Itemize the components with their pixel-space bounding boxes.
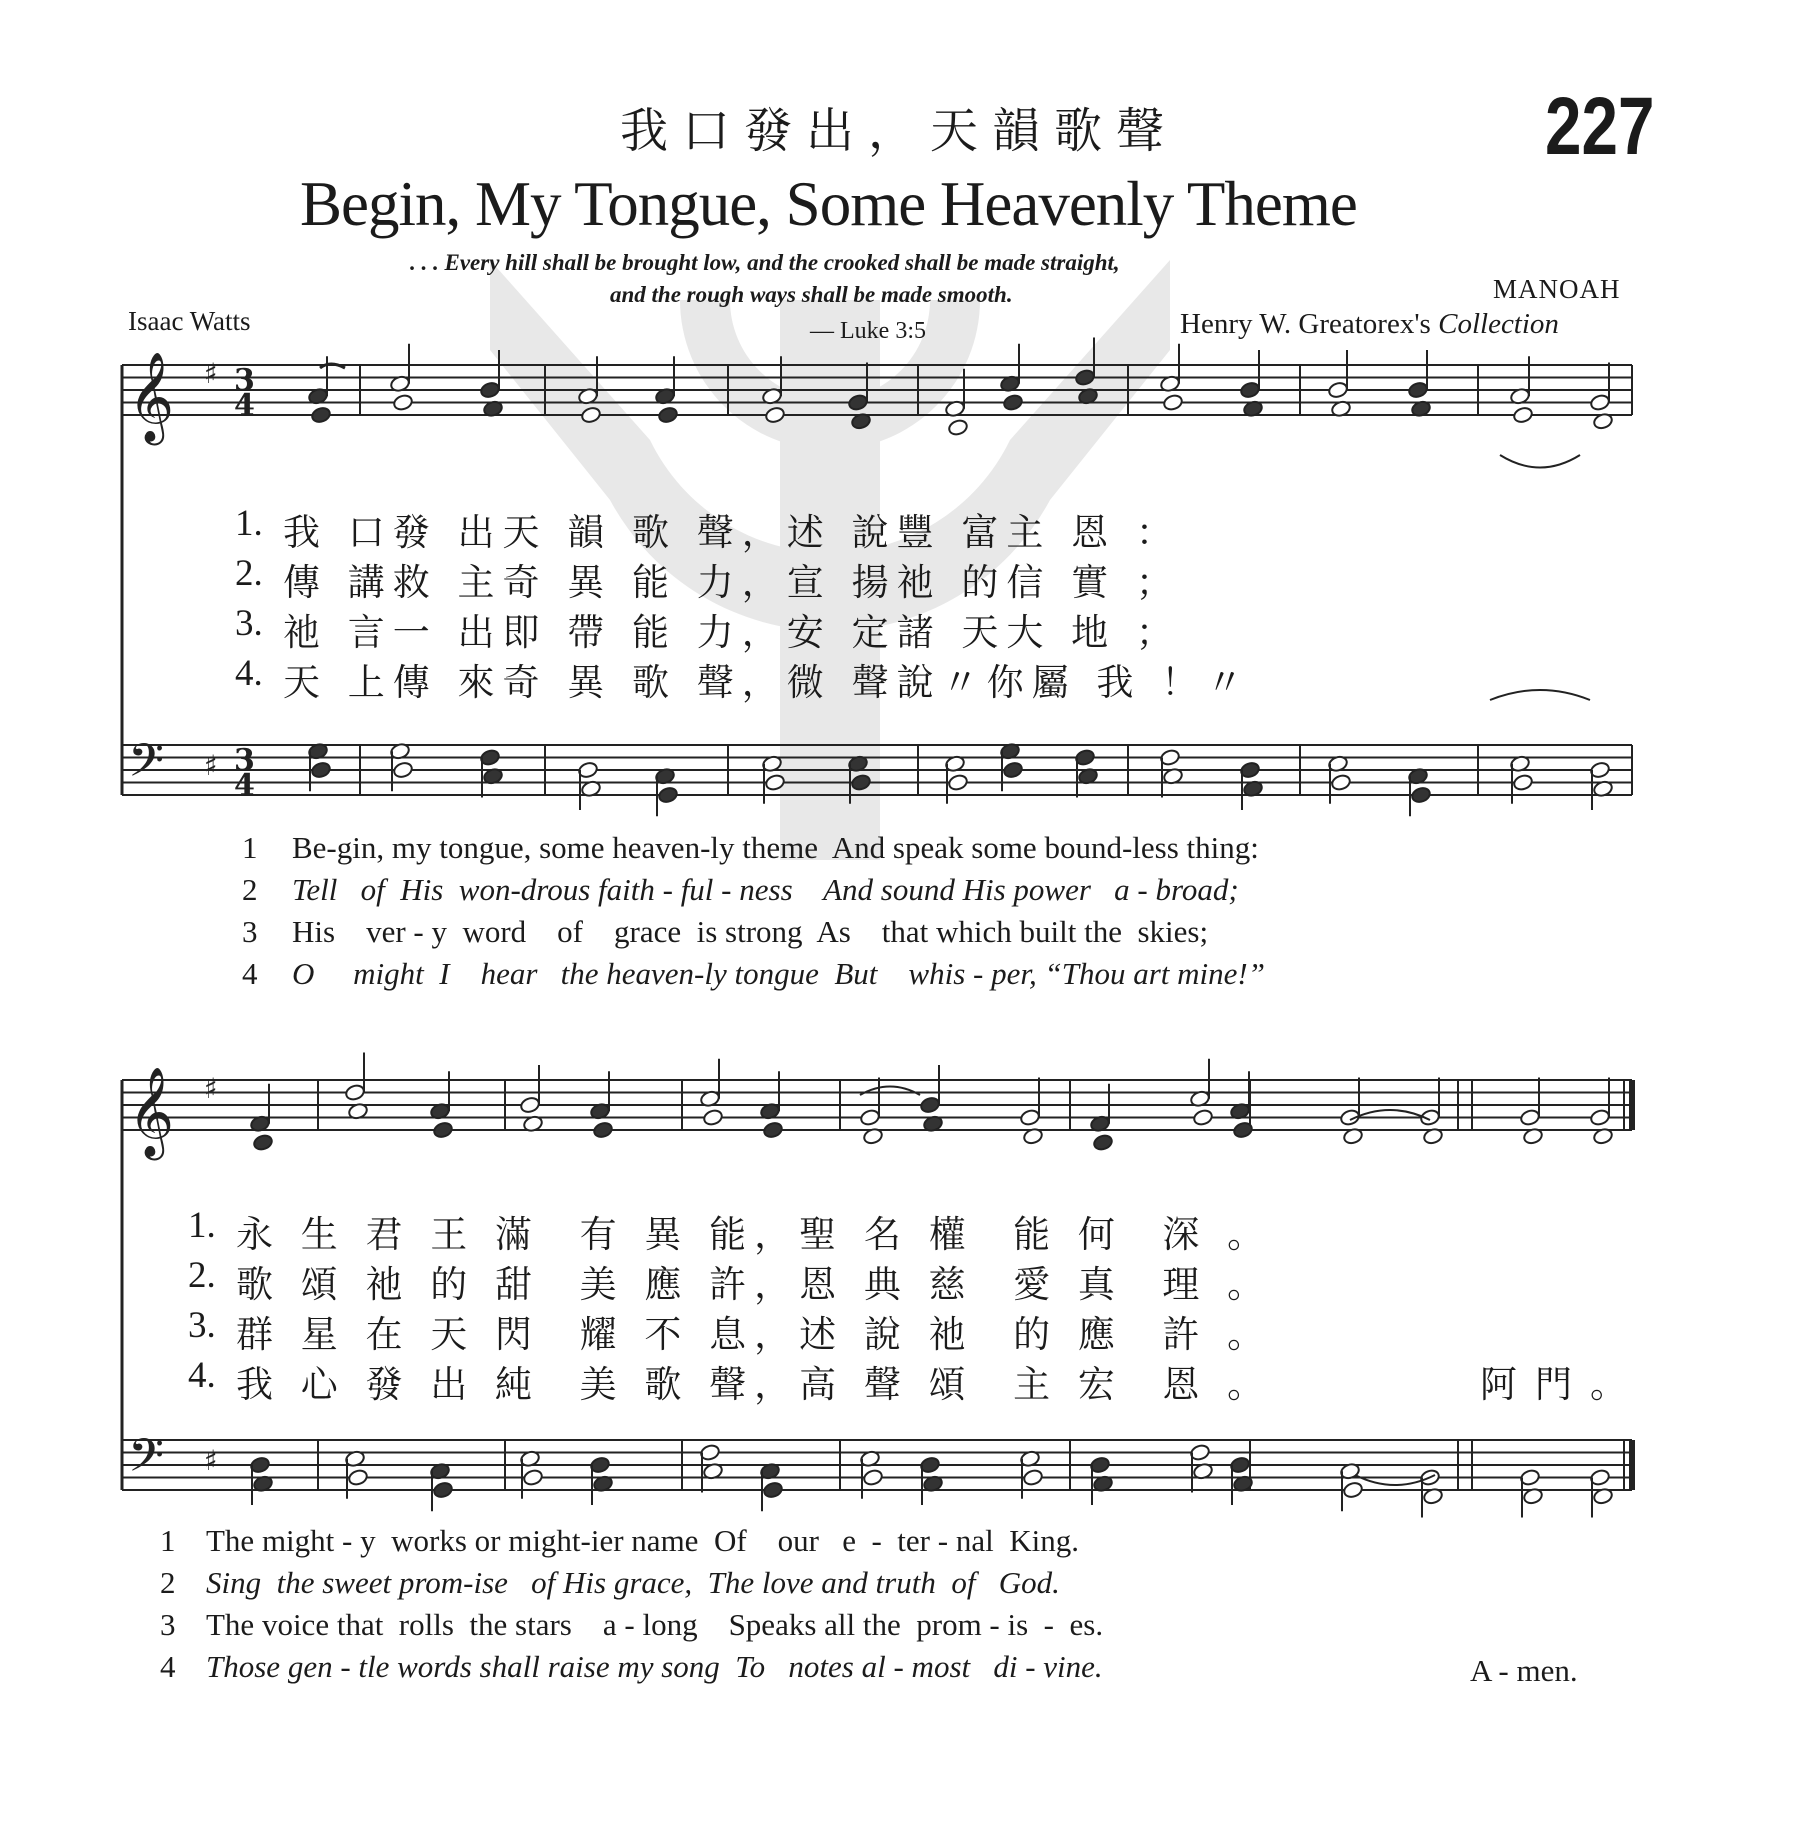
verse-number: 2.	[235, 553, 263, 594]
lyric-text: 天 上傳 來奇 異 歌 聲，微 聲說〃你屬 我 ！〃	[283, 661, 1252, 704]
note-head	[1192, 1108, 1213, 1126]
note-head	[522, 1468, 543, 1486]
verse-number: 4	[242, 956, 258, 991]
lyric-text: 永 生 君 王 滿 有 異 能，聖 名 權 能 何 深 。	[236, 1213, 1273, 1256]
verse-number: 3	[242, 914, 258, 949]
hymn-title: Begin, My Tongue, Some Heavenly Theme	[300, 169, 1357, 239]
verse-number: 3.	[188, 1305, 216, 1346]
lyric-text: The voice that rolls the stars a - long Speaks all the prom - is - es.	[206, 1607, 1104, 1642]
note-head	[1002, 393, 1023, 411]
lyric-text: Sing the sweet prom-ise of His grace, The love and truth of God.	[206, 1565, 1060, 1600]
hymn-number: 227	[1545, 81, 1655, 172]
verse-number: 3.	[235, 603, 263, 644]
key-signature-sharp: ♯	[204, 749, 218, 782]
verse-number: 1	[160, 1523, 176, 1558]
note-head	[1162, 393, 1183, 411]
note-head	[764, 406, 785, 424]
note-head	[347, 1468, 368, 1486]
lyric-text: 我 心 發 出 純 美 歌 聲，高 聲 頌 主 宏 恩 。	[236, 1363, 1273, 1406]
note-head	[1239, 381, 1260, 399]
note-head	[919, 1096, 940, 1114]
note-head	[310, 761, 331, 779]
bass-clef: 𝄢	[128, 734, 165, 799]
tie	[1490, 690, 1590, 700]
lyric-text: His ver - y word of grace is strong As that which built the skies;	[292, 914, 1209, 949]
lyric-text: Those gen - tle words shall raise my song To notes al - most di - vine.	[206, 1649, 1103, 1684]
verse-number: 1.	[235, 503, 263, 544]
verse-number: 1	[242, 830, 258, 865]
verse-number: 1.	[188, 1205, 216, 1246]
note-head	[1589, 393, 1610, 411]
tie	[860, 1087, 920, 1096]
note-head	[392, 393, 413, 411]
note-head	[432, 1121, 453, 1139]
note-head	[519, 1096, 540, 1114]
lyric-text: The might - y works or might-ier name Of our e - ter - nal King.	[206, 1523, 1079, 1558]
verse-number: 3	[160, 1607, 176, 1642]
note-head	[1342, 1481, 1363, 1499]
note-head	[1519, 1108, 1540, 1126]
key-signature-sharp: ♯	[204, 1072, 218, 1105]
note-head	[479, 381, 500, 399]
note-head	[1327, 381, 1348, 399]
scripture-reference: — Luke 3:5	[810, 318, 926, 344]
note-head	[1019, 1108, 1040, 1126]
treble-clef: 𝄞	[128, 1067, 175, 1157]
lyric-text: 我 口發 出天 韻 歌 聲，述 說豐 富主 恩 ：	[283, 511, 1181, 554]
verse-number: 2.	[188, 1255, 216, 1296]
note-head	[1002, 761, 1023, 779]
note-head	[252, 1133, 273, 1151]
time-signature-top: 3	[234, 363, 255, 398]
note-head	[392, 761, 413, 779]
amen: A - men.	[1470, 1653, 1578, 1688]
chinese-title: 我口發出，天韻歌聲	[620, 103, 1179, 159]
verse-number: 4.	[188, 1355, 216, 1396]
tune-name: MANOAH	[1493, 274, 1621, 304]
note-head	[1410, 786, 1431, 804]
lyric-text: 傳 講救 主奇 異 能 力，宣 揚祂 的信 實 ；	[283, 561, 1181, 604]
note-head	[1407, 381, 1428, 399]
lyric-text: 歌 頌 祂 的 甜 美 應 許，恩 典 慈 愛 真 理 。	[236, 1263, 1273, 1306]
note-head	[947, 773, 968, 791]
note-head	[764, 773, 785, 791]
verse-number: 4.	[235, 653, 263, 694]
lyric-text: Tell of His won-drous faith - ful - ness And sound His power a - broad;	[292, 872, 1239, 907]
lyric-text: Be-gin, my tongue, some heaven-ly theme And speak some bound-less thing:	[292, 830, 1259, 865]
scripture-line-2: and the rough ways shall be made smooth.	[610, 282, 1013, 307]
bass-clef: 𝄢	[128, 1429, 165, 1494]
note-head	[862, 1468, 883, 1486]
note-head	[1512, 773, 1533, 791]
key-signature-sharp: ♯	[204, 1444, 218, 1477]
lyric-text: 祂 言一 出即 帶 能 力，安 定諸 天大 地 ；	[283, 611, 1181, 654]
note-head	[1512, 406, 1533, 424]
note-head	[762, 1121, 783, 1139]
note-head	[1022, 1468, 1043, 1486]
note-head	[947, 418, 968, 436]
tune-source-collection: Collection	[1438, 308, 1559, 340]
note-head	[1074, 368, 1095, 386]
note-head	[1092, 1133, 1113, 1151]
verse-number: 4	[160, 1649, 176, 1684]
verse-number: 2	[160, 1565, 176, 1600]
key-signature-sharp: ♯	[204, 357, 218, 390]
author: Isaac Watts	[128, 306, 251, 336]
note-head	[847, 393, 868, 411]
note-head	[850, 773, 871, 791]
note-head	[657, 786, 678, 804]
tie	[1500, 455, 1580, 468]
note-head	[1330, 773, 1351, 791]
note-head	[1589, 1108, 1610, 1126]
tune-source-name: Henry W. Greatorex's	[1180, 308, 1431, 340]
time-signature-bottom: 4	[234, 388, 255, 423]
note-head	[762, 1481, 783, 1499]
lyric-text: O might I hear the heaven-ly tongue But whis - per, “Thou art mine!”	[292, 956, 1265, 991]
note-head	[310, 406, 331, 424]
note-head	[859, 1108, 880, 1126]
note-head	[592, 1121, 613, 1139]
note-head	[344, 1083, 365, 1101]
time-signature-top: 3	[234, 743, 255, 778]
note-head	[580, 406, 601, 424]
note-head	[657, 406, 678, 424]
note-head	[432, 1481, 453, 1499]
scripture-line-1: . . . Every hill shall be brought low, and the crooked shall be made straight,	[410, 250, 1120, 275]
verse-number: 2	[242, 872, 258, 907]
lyric-text: 群 星 在 天 閃 耀 不 息，述 說 祂 的 應 許 。	[236, 1313, 1273, 1356]
time-signature-bottom: 4	[234, 768, 255, 803]
amen-chinese: 阿門。	[1480, 1363, 1645, 1406]
note-head	[702, 1108, 723, 1126]
treble-clef: 𝄞	[128, 352, 175, 442]
